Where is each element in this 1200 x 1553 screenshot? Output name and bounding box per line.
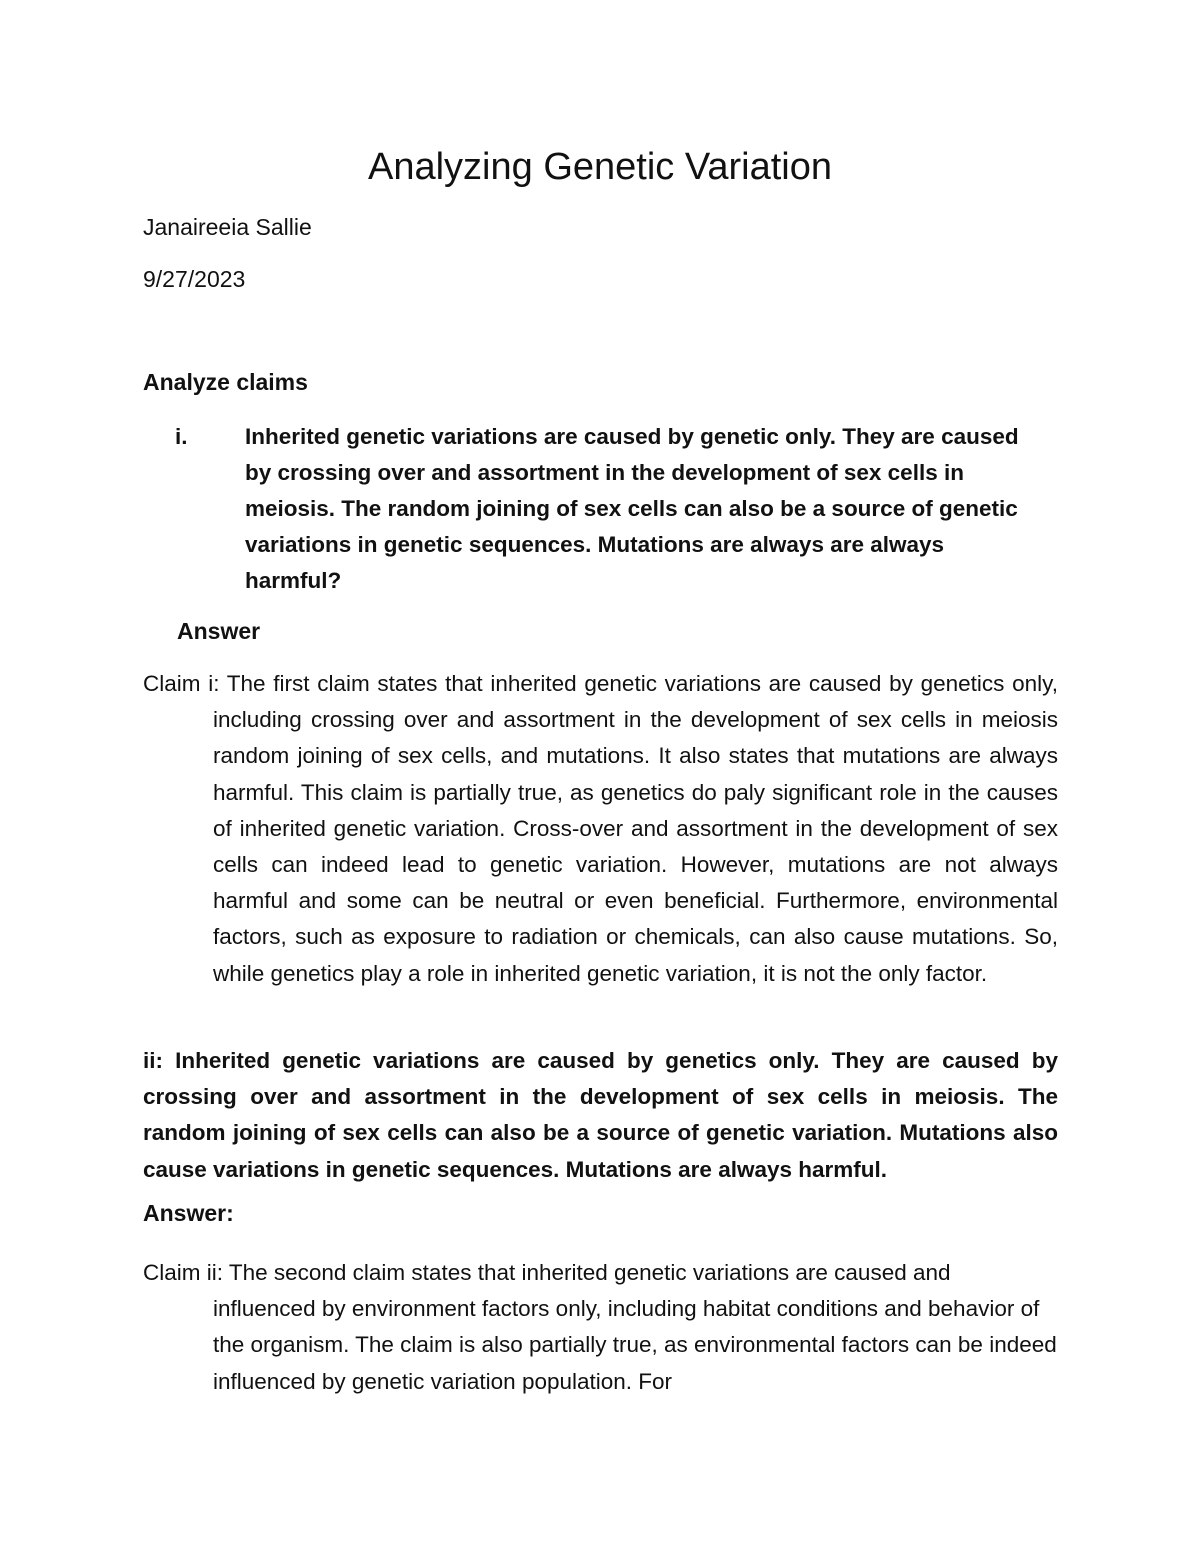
claim-i-number: i. [175, 424, 188, 449]
author-name: Janaireeia Sallie [143, 214, 312, 240]
claim-i-text: Inherited genetic variations are caused by genetic only. They are caused by crossing over and assortment in the development of sex cells in meiosis. The random joining of sex cells can also be a source of genetic variations in genetic sequences. Mutations are always are always harmful? [245, 424, 1019, 593]
answer-i-paragraph: Claim i: The first claim states that inherited genetic variations are caused by genetics only, including crossing over and assortment in the development of sex cells in meiosis random joining of sex cells, and mutations. It also states that mutations are always harmful. This claim is partially true, as genetics do paly significant role in the causes of inherited genetic variation. Cross-over and assortment in the development of sex cells can indeed lead to genetic variation. However, mutations are not always harmful and some can be neutral or even beneficial. Furthermore, environmental factors, such as exposure to radiation or chemicals, can also cause mutations. So, while genetics play a role in inherited genetic variation, it is not the only factor. [143, 671, 1058, 986]
document-title: Analyzing Genetic Variation [368, 146, 832, 188]
claim-ii-text: ii: Inherited genetic variations are caused by genetics only. They are caused by crossing over and assortment in the development of sex cells in meiosis. The random joining of sex cells can also be a source of genetic variation. Mutations also cause variations in genetic sequences. Mutations are always harmful. [143, 1048, 1058, 1182]
answer-i-label: Answer [177, 618, 261, 644]
document-date: 9/27/2023 [143, 266, 246, 292]
section-heading: Analyze claims [143, 369, 308, 395]
answer-ii-label: Answer: [143, 1200, 234, 1226]
answer-ii-paragraph: Claim ii: The second claim states that inherited genetic variations are caused and influenced by environment factors only, including habitat conditions and behavior of the organism. The claim is also partially true, as environmental factors can be indeed influenced by genetic variation population. For [143, 1260, 1057, 1394]
claim-i-item [143, 419, 1063, 599]
